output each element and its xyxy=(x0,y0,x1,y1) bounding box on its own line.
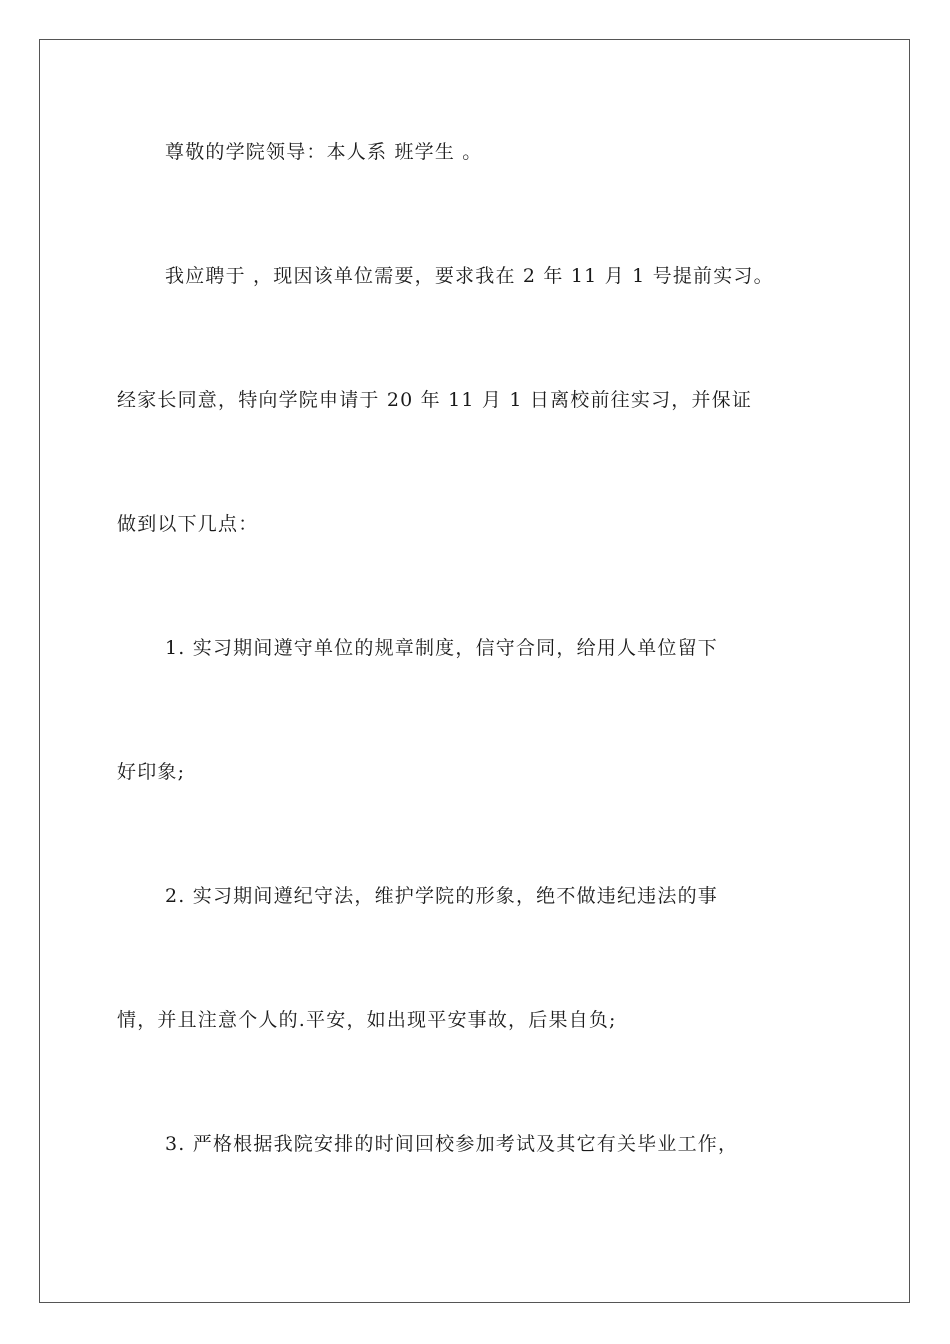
list-item-2-continuation: 情，并且注意个人的.平安，如出现平安事故，后果自负; xyxy=(117,1009,617,1031)
page-border xyxy=(39,39,910,1303)
paragraph-line: 做到以下几点： xyxy=(117,513,259,535)
list-item-1-continuation: 好印象; xyxy=(117,761,186,783)
paragraph-line: 经家长同意，特向学院申请于 20 年 11 月 1 日离校前往实习，并保证 xyxy=(117,389,753,411)
paragraph-line: 我应聘于 ，现因该单位需要，要求我在 2 年 11 月 1 号提前实习。 xyxy=(165,265,774,287)
list-item-1-line: 1. 实习期间遵守单位的规章制度，信守合同，给用人单位留下 xyxy=(165,637,718,659)
list-item-3-line: 3. 严格根据我院安排的时间回校参加考试及其它有关毕业工作， xyxy=(165,1133,739,1155)
salutation-line: 尊敬的学院领导：本人系 班学生 。 xyxy=(165,141,483,163)
list-item-2-line: 2. 实习期间遵纪守法，维护学院的形象，绝不做违纪违法的事 xyxy=(165,885,718,907)
